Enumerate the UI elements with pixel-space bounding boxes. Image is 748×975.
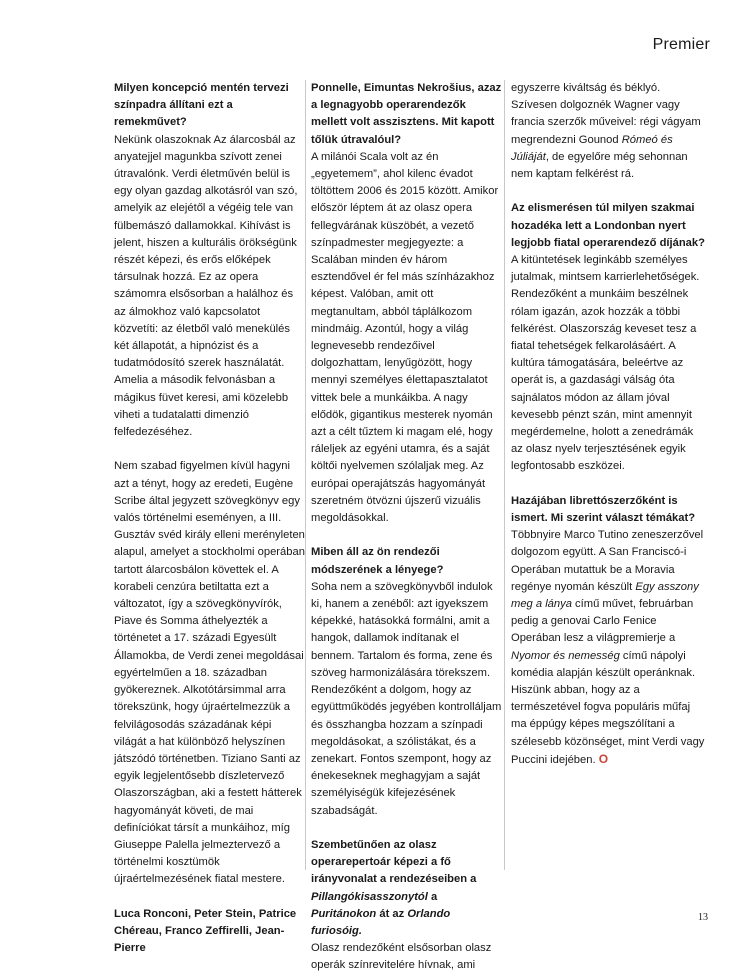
qa-block — [511, 493, 707, 769]
question-text: át az — [376, 907, 408, 920]
opera-title: Egy asszony meg a lánya — [511, 580, 699, 611]
interview-question: Miben áll az ön rendezői módszerének a lényege? — [311, 546, 444, 576]
answer-text: című nápolyi komédia alapján készült operánknak. Hiszünk abban, hogy az a természetével fogva populáris műfaj ma éppúgy képes megszólítani a szélesebb közönséget, mint Verdi vagy Puccini idejében. — [511, 649, 705, 766]
interview-answer: Nekünk olaszoknak Az álarcosbál az anyatejjel magunkba szívott zenei útravalónk. Verdi életművén belül is egy olyan gazdag alkotásról van szó, amelyik az elejétől a végéig tele van fülbemászó dallamokkal. Kihívást is jelent, hiszen a kulturális örökségünk részét képezi, és erős előképek társulnak hozzá. Ez az opera számomra elsősorban a halálhoz és az álmokhoz való kapcsolatot közvetíti: az életből való menekülés két állapotát, a hipnózist és a tudatmódosító szerek használatát. Amelia a második felvonásban a mágikus füvet keresi, ami közelebb viheti a tudatalatti dimenzió felfedezéséhez. — [114, 133, 298, 439]
answer-text: című művet, februárban pedig a genovai Carlo Fenice Operában lesz a világpremierje a — [511, 598, 694, 645]
text-column-3 — [511, 80, 707, 769]
end-mark-icon: O — [598, 751, 609, 766]
interview-question: Luca Ronconi, Peter Stein, Patrice Chéreau, Franco Zeffirelli, Jean-Pierre — [114, 907, 297, 955]
answer-paragraph: Nem szabad figyelmen kívül hagyni azt a tényt, hogy az eredeti, Eugène Scribe által jegyzett szövegkönyv egy valós történelmi eseményen, a III. Gusztáv svéd király elleni merényleten alapul, amelyet a stockholmi operában tartott álarcosbálon követtek el. A korabeli cenzúra betiltatta ezt a változatot, így a szövegkönyvírók, Piave és Somma áthelyezték a történetet a 17. századi Egyesült Államokba, de Verdi zenei megoldásai egyértelműen a 18. században gyökereznek. Alkotótársimmal arra törekszünk, hogy újraértelmezzük a felvilágosodás századának képi világát a hat különböző helyszínen játszódó történetben. Tiziano Santi az egyik legjelentősebb díszletervező Olaszországban, aki a festett hátterek hagyományát követi, de mai definíciókat társít a munkáihoz, míg Giuseppe Palella jelmeztervező a történelmi kosztümök újraértelmezésének fiatal mestere. — [114, 460, 305, 886]
opera-title: Puritánokon — [311, 907, 377, 920]
question-text: a — [427, 890, 438, 903]
interview-answer: A kitüntetések leginkább személyes jutalmak, mintsem karrierlehetőségek. Rendezőként a munkáim beszélnek rólam igazán, azok hozzák a többi felkérést. Olaszország keveset tesz a fiatal tehetségek felkarolásáért. A kultúra támogatására, beleértve az operát is, a gazdasági válság óta sajnálatos módon az állam jóval kevesebb pénzt szán, mint amennyit megérdemelne, holott a zenedrámák az olasz nyelv terjesztésének egyik legfontosabb eszközei. — [511, 254, 700, 473]
column-divider — [504, 80, 505, 870]
opera-title: Orlando furiosóig. — [311, 907, 451, 937]
page-number: 13 — [698, 912, 708, 923]
answer-paragraph — [511, 80, 707, 183]
qa-block — [114, 80, 306, 441]
interview-answer: Soha nem a szövegkönyvből indulok ki, hanem a zenéből: azt igyekszem képekké, hatásokká formálni, amit a hangok, dallamok indítanak el bennem. Tartalom és forma, zene és szöveg harmonizálására törekszem. Rendezőként a dolgom, hogy az együttműködés jegyében kontrolláljam és összhangba hozzam a színpadi megoldásokat, a szólistákat, és a zenekart. Fontos szempont, hogy az énekeseknek meghagyjam a saját személyiségük kifejezésének szabadságát. — [311, 580, 502, 817]
opera-title: Pillangókisasszonytól — [311, 890, 428, 903]
qa-block — [311, 80, 503, 527]
opera-title: Rómeó és Júliáját — [511, 133, 673, 163]
section-title: Premier — [652, 36, 710, 53]
qa-block — [311, 544, 503, 819]
interview-question: Az elismerésen túl milyen szakmai hozadéka lett a Londonban nyert legjobb fiatal operarendező díjának? — [511, 202, 705, 249]
answer-text: egyszerre kiváltság és béklyó. Szívesen dolgoznék Wagner vagy francia szerzők műveivel: régi vágyam megrendezni Gounod — [511, 82, 701, 146]
answer-text: , de egyelőre még sehonnan nem kaptam felkérést rá. — [511, 150, 688, 181]
qa-block — [511, 200, 707, 475]
qa-block — [311, 837, 503, 975]
interview-answer: A milánói Scala volt az én „egyetemem”, ahol kilenc évadot töltöttem 2006 és 2015 között. Amikor először léptem át az olasz opera fellegvárának küszöbét, a vezető színpadmester megjegyezte: a Scalában minden év három esztendővel ér fel más színházakhoz képest. Valóban, amit ott megtanultam, abból táplálkozom mindmáig. Azontúl, hogy a világ legnevesebb rendezőivel dolgozhattam, lenyűgözött, hogy mennyi személyes élettapasztalatot vittek bele a munkáikba. A nagy elődök, gigantikus mesterek nyomán azt a célt tűztem ki magam elé, hogy ráleljek az egyéni utamra, és a saját költői nyelvemen szólaljak meg. Az európai operajátszás hagyományát szeretném ötvözni újszerű vizuális megoldásokkal. — [311, 150, 499, 525]
interview-answer: Olasz rendezőként elsősorban olasz operák színrevitelére hívnak, ami — [311, 942, 492, 972]
opera-title: Nyomor és nemesség — [511, 649, 620, 662]
interview-question: Ponnelle, Eimuntas Nekrošius, azaz a legnagyobb operarendezők mellett volt asszisztens. Mit kapott tőlük útravalóul? — [311, 82, 502, 146]
answer-text: Többnyire Marco Tutino zeneszerzővel dolgozom együtt. A San Franciscó-i Operában mutattuk be a Moravia regénye nyomán készült — [511, 529, 704, 593]
text-column-1 — [114, 80, 306, 957]
interview-question: Hazájában librettószerzőként is ismert. Mi szerint választ témákat? — [511, 494, 696, 525]
interview-question — [311, 837, 503, 940]
text-column-2 — [311, 80, 503, 975]
question-text: Szembetűnően az olasz operarepertoár képezi a fő irányvonalat a rendezéseiben a — [311, 838, 477, 886]
interview-answer — [511, 527, 707, 769]
interview-question: Milyen koncepció mentén tervezi színpadra állítani ezt a remekművet? — [114, 82, 289, 129]
